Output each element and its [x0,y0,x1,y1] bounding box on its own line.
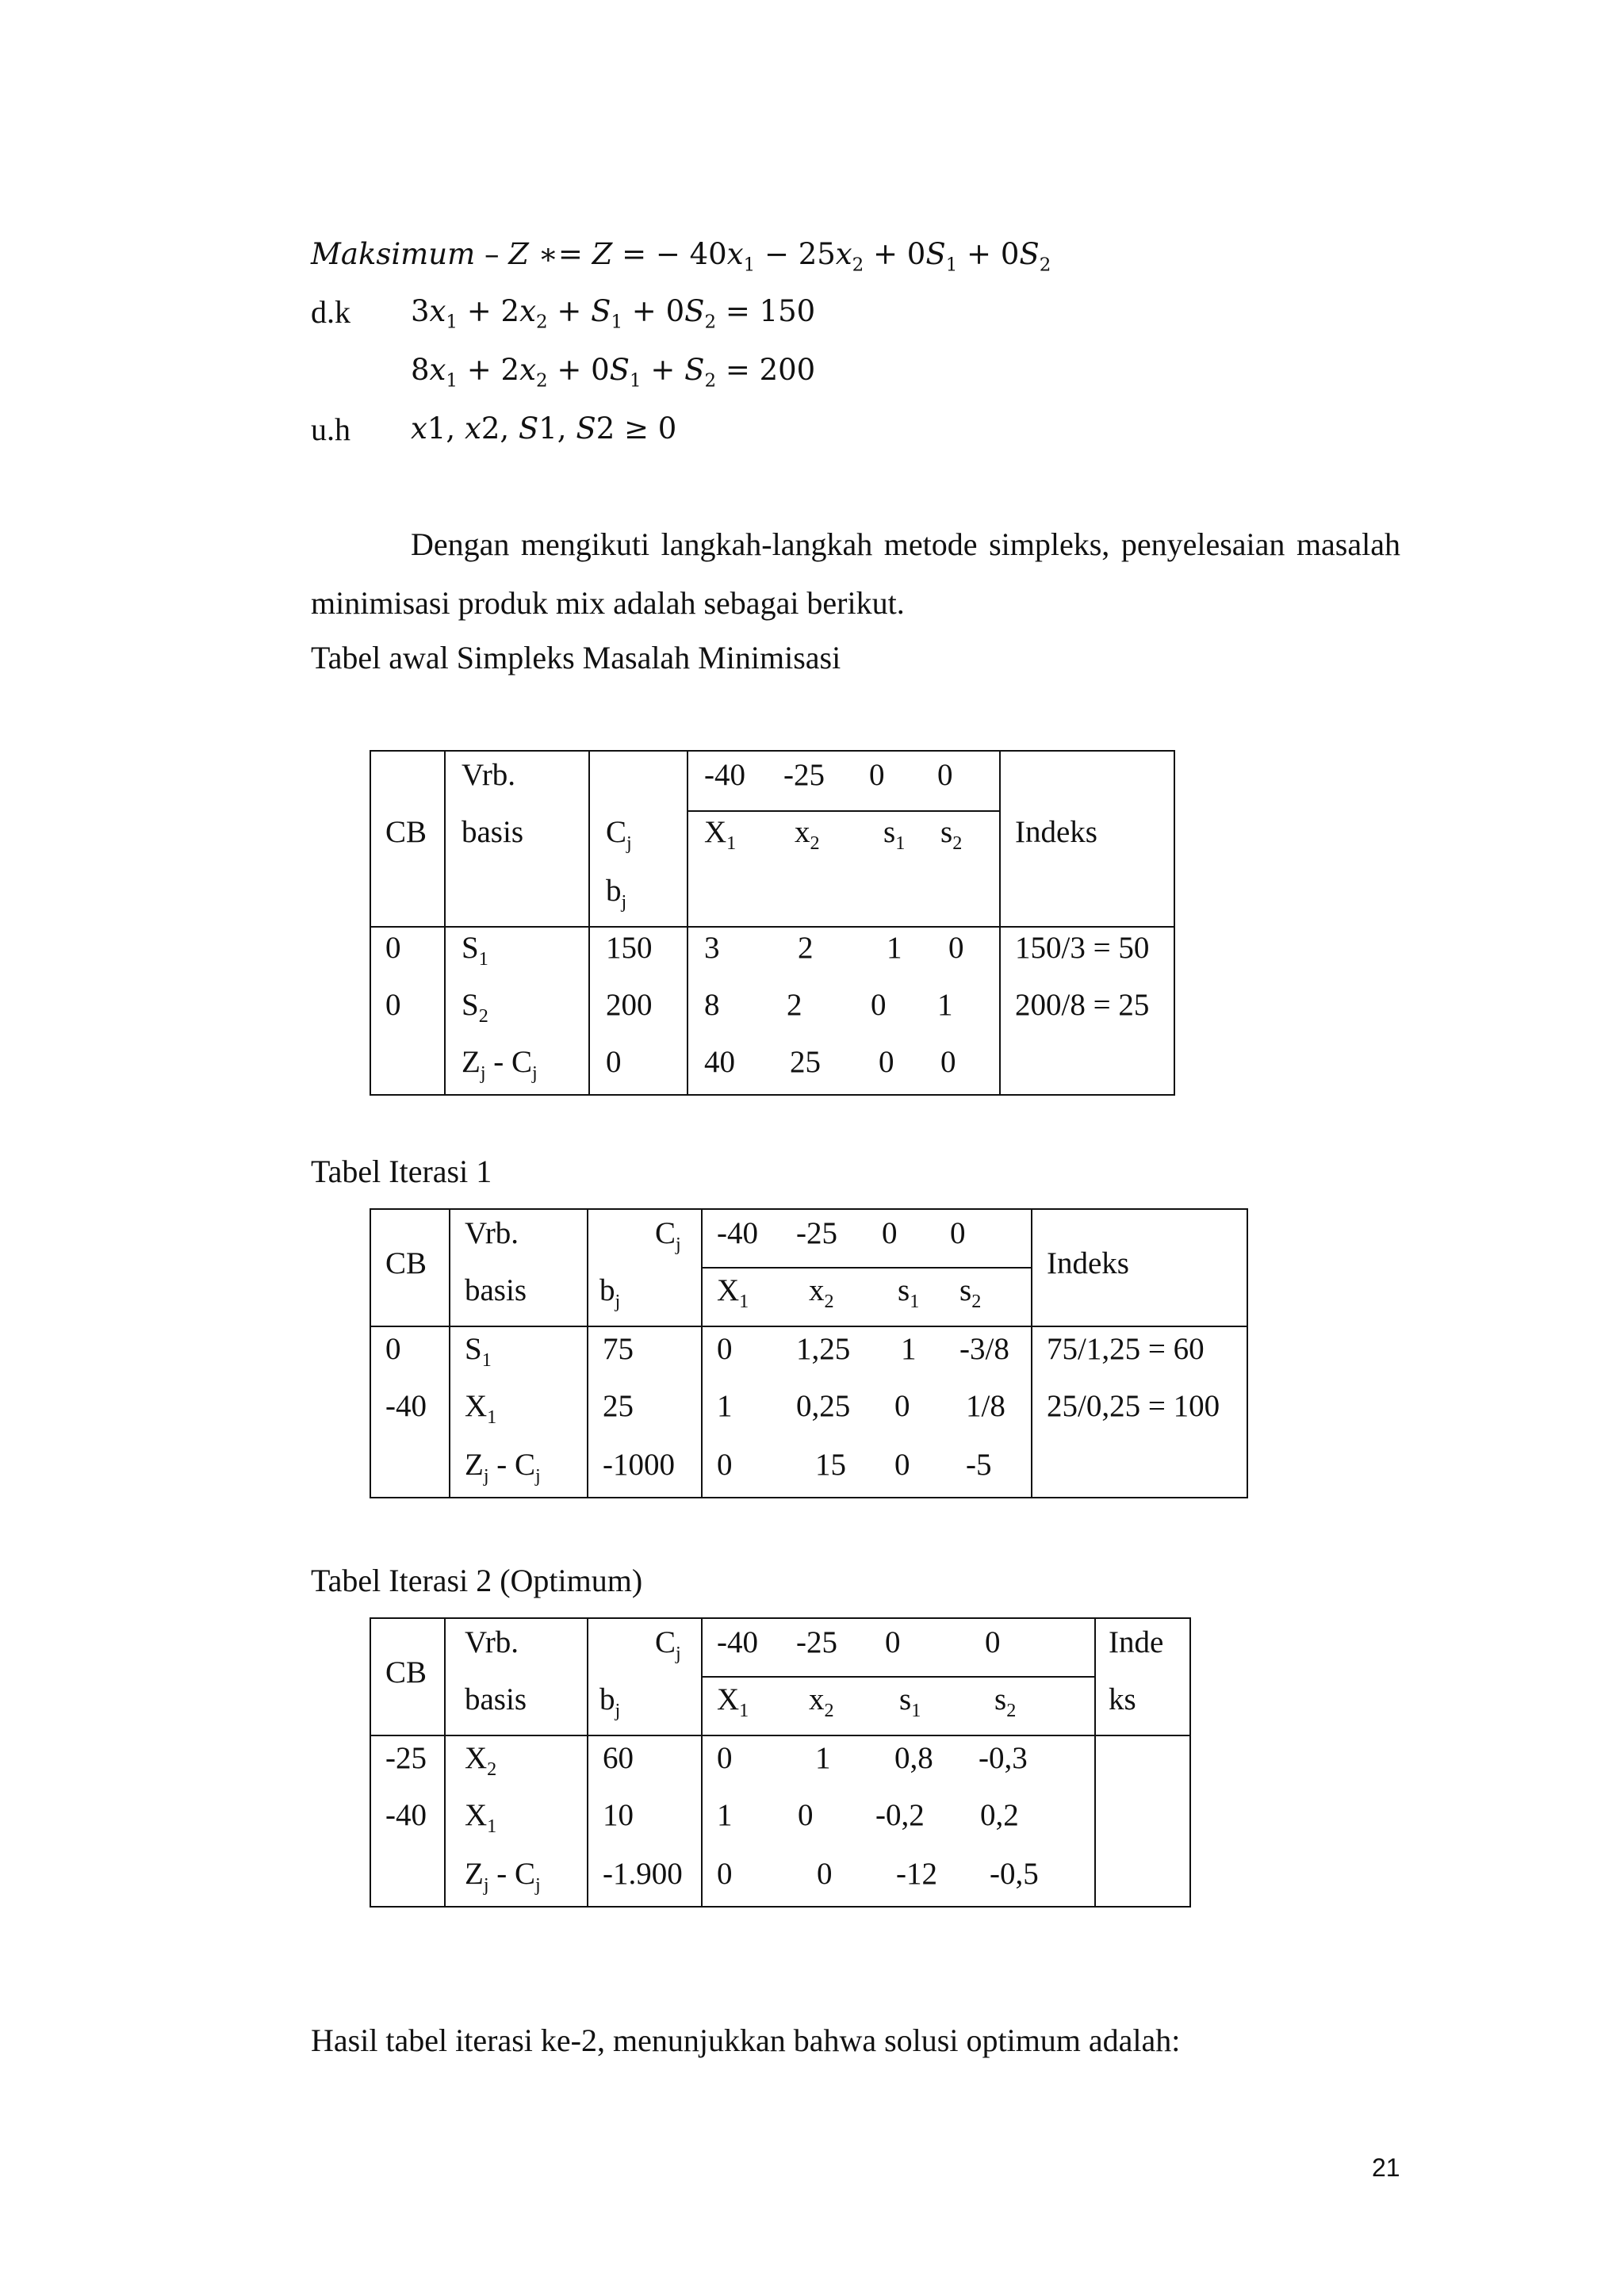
header-indeks-line2: ks [1109,1682,1136,1716]
row3-v3: -12 [896,1857,937,1891]
header-basis: basis [462,815,523,849]
row2-v4: 1/8 [966,1389,1005,1423]
simplex-table-iteration-1 [370,1208,1248,1498]
simplex-table-initial [370,750,1175,1096]
coef-x2: -25 [783,758,825,792]
coef-s1: 0 [882,1216,898,1250]
coef-s1: 0 [885,1625,901,1659]
row3-v4: -0,5 [990,1857,1039,1891]
row1-v4: 0 [948,931,964,965]
coef-x1: -40 [717,1216,758,1250]
row2-v3: -0,2 [875,1798,925,1832]
var-x1: $X_1$ [717,1682,749,1721]
row1-var: $X_2$ [465,1741,497,1780]
table1-title: Tabel Iterasi 1 [311,1154,492,1189]
row2-v4: 1 [937,988,953,1022]
objective-function: Maksimum – Z ∗= Z = − $40x_1 - 25x_2 + 0S_1 + 0S_2$ [311,237,1051,276]
row3-b: -1.900 [603,1857,683,1891]
row1-v3: 1 [901,1332,917,1366]
row2-indeks: 200/8 = 25 [1015,988,1150,1022]
row1-v4: -0,3 [979,1741,1028,1775]
nonnegativity: x1, x2, S1, S2 ≥ 0 [411,411,677,446]
table2-title: Tabel Iterasi 2 (Optimum) [311,1563,643,1598]
var-x2: $x_2$ [809,1682,834,1721]
header-bj: $b_j$ [599,1682,621,1721]
row3-v4: -5 [966,1448,992,1482]
row2-v2: 0 [798,1798,814,1832]
coef-x1: -40 [704,758,745,792]
row1-v1: 0 [717,1741,733,1775]
dk-label: d.k [311,294,350,330]
row1-cb: -25 [385,1741,427,1775]
row1-v2: 1 [815,1741,831,1775]
row2-v2: 2 [787,988,802,1022]
conclusion-text: Hasil tabel iterasi ke-2, menunjukkan bahwa solusi optimum adalah: [311,2022,1181,2058]
row2-var: $X_1$ [465,1389,497,1428]
row3-v2: 0 [817,1857,833,1891]
row1-var: $S_1$ [462,931,488,970]
row2-v1: 1 [717,1798,733,1832]
var-x2: $x_2$ [795,815,820,854]
var-s2: $s_2$ [994,1682,1017,1721]
coef-s1: 0 [869,758,885,792]
row1-v3: 0,8 [894,1741,933,1775]
row2-v3: 0 [871,988,887,1022]
uh-label: u.h [311,411,350,447]
header-bj: $b_j$ [606,874,627,913]
row1-b: 75 [603,1332,634,1366]
row1-v3: 1 [887,931,902,965]
var-s1: $s_1$ [898,1273,920,1312]
row2-v3: 0 [894,1389,910,1423]
header-vrb: Vrb. [465,1625,519,1659]
page-number: 21 [1372,2153,1400,2182]
row1-indeks: 75/1,25 = 60 [1047,1332,1205,1366]
header-vrb: Vrb. [465,1216,519,1250]
header-cb: CB [385,815,427,849]
var-s1: $s_1$ [883,815,906,854]
var-s1: $s_1$ [899,1682,921,1721]
row3-var: $Z_j - C_j$ [465,1448,541,1487]
row1-v2: 1,25 [796,1332,851,1366]
intro-paragraph: Dengan mengikuti langkah-langkah metode simpleks, penyelesaian masalah minimisasi produk mix adalah sebagai berikut. [311,526,1400,621]
row1-cb: 0 [385,1332,401,1366]
row3-var: $Z_j - C_j$ [465,1857,541,1896]
row2-b: 25 [603,1389,634,1423]
row3-var: $Z_j - C_j$ [462,1045,538,1084]
constraint-1: $3x_1 + 2x_2 + S_1 + 0S_2 = 150$ [411,294,816,333]
table0-title: Tabel awal Simpleks Masalah Minimisasi [311,640,841,675]
row1-cb: 0 [385,931,401,965]
row2-v1: 8 [704,988,720,1022]
header-indeks: Indeks [1047,1246,1129,1280]
header-indeks: Indeks [1015,815,1097,849]
coef-s2: 0 [937,758,953,792]
header-cb: CB [385,1246,427,1280]
row2-cb: -40 [385,1798,427,1832]
coef-x2: -25 [796,1216,837,1250]
row1-v1: 3 [704,931,720,965]
row3-v2: 25 [790,1045,821,1079]
var-s2: $s_2$ [959,1273,982,1312]
row3-v1: 0 [717,1448,733,1482]
header-indeks-line1: Inde [1109,1625,1164,1659]
row3-v2: 15 [815,1448,846,1482]
row3-v4: 0 [940,1045,956,1079]
coef-s2: 0 [950,1216,966,1250]
row1-v2: 2 [798,931,814,965]
row3-b: 0 [606,1045,622,1079]
row3-v3: 0 [894,1448,910,1482]
constraint-2: $8x_1 + 2x_2 + 0S_1 + S_2 = 200$ [411,353,816,392]
row1-v1: 0 [717,1332,733,1366]
row2-cb: 0 [385,988,401,1022]
header-cb: CB [385,1655,427,1689]
row2-b: 10 [603,1798,634,1832]
row2-indeks: 25/0,25 = 100 [1047,1389,1220,1423]
coef-s2: 0 [985,1625,1001,1659]
row3-b: -1000 [603,1448,675,1482]
row2-var: $S_2$ [462,988,488,1027]
row1-indeks: 150/3 = 50 [1015,931,1150,965]
header-bj: $b_j$ [599,1273,621,1312]
row2-cb: -40 [385,1389,427,1423]
coef-x1: -40 [717,1625,758,1659]
row3-v3: 0 [879,1045,894,1079]
coef-x2: -25 [796,1625,837,1659]
row2-v1: 1 [717,1389,733,1423]
header-cj: $C_j$ [606,815,632,854]
header-cj: $C_j$ [655,1216,681,1255]
row1-b: 60 [603,1741,634,1775]
row1-b: 150 [606,931,653,965]
header-basis: basis [465,1682,527,1716]
var-x1: $X_1$ [704,815,737,854]
row1-v4: -3/8 [959,1332,1009,1366]
row3-v1: 40 [704,1045,735,1079]
row1-var: $S_1$ [465,1332,492,1371]
header-cj: $C_j$ [655,1625,681,1664]
var-s2: $s_2$ [940,815,963,854]
header-basis: basis [465,1273,527,1307]
row2-b: 200 [606,988,653,1022]
simplex-table-iteration-2 [370,1617,1191,1908]
row3-v1: 0 [717,1857,733,1891]
row2-var: $X_1$ [465,1798,497,1837]
var-x2: $x_2$ [809,1273,834,1312]
row2-v4: 0,2 [980,1798,1019,1832]
var-x1: $X_1$ [717,1273,749,1312]
row2-v2: 0,25 [796,1389,851,1423]
header-vrb: Vrb. [462,758,516,792]
